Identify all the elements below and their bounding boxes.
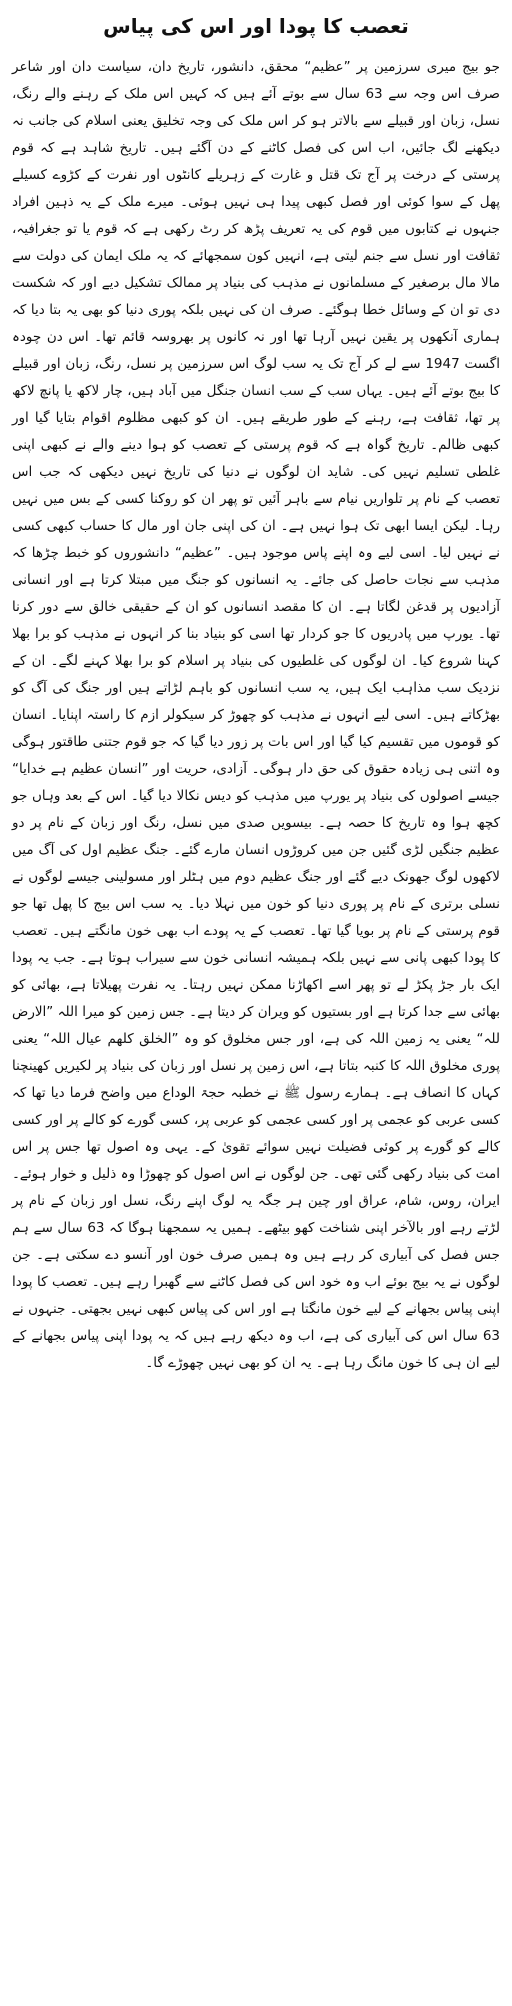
article-column bbox=[12, 12, 500, 1377]
article-headline: تعصب کا پودا اور اس کی پیاس bbox=[103, 14, 409, 38]
article-body: جو بیج میری سرزمین پر ”عظیم“ محقق، دانشور، تاریخ دان، سیاست دان اور شاعر صرف اس وجہ سے 63 سال سے بوتے آئے ہیں کہ کہیں اس ملک کے رہنے والے رنگ، نسل، زبان اور قبیلے سے بالاتر ہو کر اس ملک کی وجہ تخلیق یعنی اسلام کی جانب نہ دیکھنے لگ جائیں، اب اس کی فصل کاٹنے کے دن آگئے ہیں۔ تاریخ شاہد ہے کہ قوم پرستی کے درخت پر آج تک قتل و غارت کے زہریلے کانٹوں اور نفرت کے کڑوے کسیلے پھل کے سوا کوئی اور فصل کبھی پیدا ہی نہیں ہوئی۔ میرے ملک کے یہ ذہین افراد جنہوں نے کتابوں میں قوم کی یہ تعریف پڑھ کر رٹ رکھی ہے کہ قوم یا تو جغرافیہ، ثقافت اور نسل سے جنم لیتی ہے، انہیں کون سمجھائے کہ یہ ملک ایمان کی دولت سے مالا مال برصغیر کے مسلمانوں نے مذہب کی بنیاد پر ممالک تشکیل دیے اور کہ شکست دی تو ان کے وسائل خطا ہوگئے۔ صرف ان کی نہیں بلکہ پوری دنیا کو بھی یہ بتا دیا کہ ہماری آنکھوں پر یقین نہیں آرہا تھا اور نہ کانوں پر بھروسہ قائم تھا۔ اس دن چودہ اگست 1947 سے لے کر آج تک یہ سب لوگ اس سرزمین پر نسل، رنگ، زبان اور قبیلے کا بیج بوتے آئے ہیں۔ یہاں سب کے سب انسان جنگل میں آباد ہیں، چار لاکھ یا پانچ لاکھ پر تھا، ثقافت ہے، رہنے کے طور طریقے ہیں۔ ان کو کبھی مظلوم اقوام بتایا گیا اور کبھی ظالم۔ تاریخ گواہ ہے کہ قوم پرستی کے تعصب کو ہوا دینے والے نے کبھی اپنی غلطی تسلیم نہیں کی۔ شاید ان لوگوں نے دنیا کی تاریخ نہیں دیکھی کہ جب اس تعصب کے نام پر تلواریں نیام سے باہر آئیں تو پھر ان کو روکنا کسی کے بس میں نہیں رہا۔ لیکن ایسا ابھی تک ہوا نہیں ہے۔ ان کی اپنی جان اور مال کا حساب کبھی کسی نے نہیں لیا۔ اسی لیے وہ اپنے پاس موجود ہیں۔ ”عظیم“ دانشوروں کو خبط چڑھا کہ مذہب سے نجات حاصل کی جائے۔ یہ انسانوں کو جنگ میں مبتلا کرتا ہے اور انسانی آزادیوں پر قدغن لگاتا ہے۔ ان کا مقصد انسانوں کو ان کے حقیقی خالق سے دور کرنا تھا۔ یورپ میں پادریوں کا جو کردار تھا اسی کو بنیاد بنا کر انہوں نے مذہب کو برا بھلا کہنا شروع کیا۔ ان لوگوں کی غلطیوں کی بنیاد پر اسلام کو برا بھلا کہنے لگے۔ ان کے نزدیک سب مذاہب ایک ہیں، یہ سب انسانوں کو باہم لڑاتے ہیں اور جنگ کی آگ کو بھڑکاتے ہیں۔ اسی لیے انہوں نے مذہب کو چھوڑ کر سیکولر ازم کا راستہ اپنایا۔ انسان کو قوموں میں تقسیم کیا گیا اور اس بات پر زور دیا گیا کہ جو قوم جتنی طاقتور ہوگی وہ اتنی ہی زیادہ حقوق کی حق دار ہوگی۔ آزادی، حریت اور ”انسان عظیم ہے خدایا“ جیسے اصولوں کی بنیاد پر یورپ میں مذہب کو دیس نکالا دیا گیا۔ اس کے بعد وہاں جو کچھ ہوا وہ تاریخ کا حصہ ہے۔ بیسویں صدی میں نسل، رنگ اور زبان کے نام پر دو عظیم جنگیں لڑی گئیں جن میں کروڑوں انسان مارے گئے۔ جنگ عظیم اول کی آگ میں لاکھوں لوگ جھونک دیے گئے اور جنگ عظیم دوم میں ہٹلر اور مسولینی جیسے لوگوں نے نسلی برتری کے نام پر پوری دنیا کو خون میں نہلا دیا۔ یہ سب اس بیج کا پھل تھا جو قوم پرستی کے نام پر بویا گیا تھا۔ تعصب کے یہ پودے اب بھی خون مانگتے ہیں۔ تعصب کا پودا کبھی پانی سے نہیں بلکہ ہمیشہ انسانی خون سے سیراب ہوتا ہے۔ جب یہ پودا ایک بار جڑ پکڑ لے تو پھر اسے اکھاڑنا ممکن نہیں رہتا۔ یہ نفرت پھیلاتا ہے، بھائی کو بھائی سے جدا کرتا ہے اور بستیوں کو ویران کر دیتا ہے۔ جس زمین کو میرا اللہ ”الارض للہ“ یعنی یہ زمین اللہ کی ہے، اور جس مخلوق کو وہ ”الخلق کلھم عیال اللہ“ یعنی پوری مخلوق اللہ کا کنبہ بتاتا ہے، اس زمین پر نسل اور زبان کی بنیاد پر لکیریں کھینچنا کہاں کا انصاف ہے۔ ہمارے رسول ﷺ نے خطبہ حجۃ الوداع میں واضح فرما دیا تھا کہ کسی عربی کو عجمی پر اور کسی عجمی کو عربی پر، کسی گورے کو کالے پر اور کسی کالے کو گورے پر کوئی فضیلت نہیں سوائے تقویٰ کے۔ یہی وہ اصول تھا جس پر اس امت کی بنیاد رکھی گئی تھی۔ جن لوگوں نے اس اصول کو چھوڑا وہ ذلیل و خوار ہوئے۔ ایران، روس، شام، عراق اور چین ہر جگہ یہ لوگ اپنے رنگ، نسل اور زبان کے نام پر لڑتے رہے اور بالآخر اپنی شناخت کھو بیٹھے۔ ہمیں یہ سمجھنا ہوگا کہ 63 سال سے ہم جس فصل کی آبیاری کر رہے ہیں وہ ہمیں صرف خون اور آنسو دے سکتی ہے۔ جن لوگوں نے یہ بیج بوئے اب وہ خود اس کی فصل کاٹنے سے گھبرا رہے ہیں۔ تعصب کا پودا اپنی پیاس بجھانے کے لیے خون مانگتا ہے اور اس کی پیاس کبھی نہیں بجھتی۔ جنہوں نے 63 سال اس کی آبیاری کی ہے، اب وہ دیکھ رہے ہیں کہ یہ پودا اپنی پیاس بجھانے کے لیے ان ہی کا خون مانگ رہا ہے۔ یہ ان کو بھی نہیں چھوڑے گا۔ bbox=[12, 59, 500, 1371]
